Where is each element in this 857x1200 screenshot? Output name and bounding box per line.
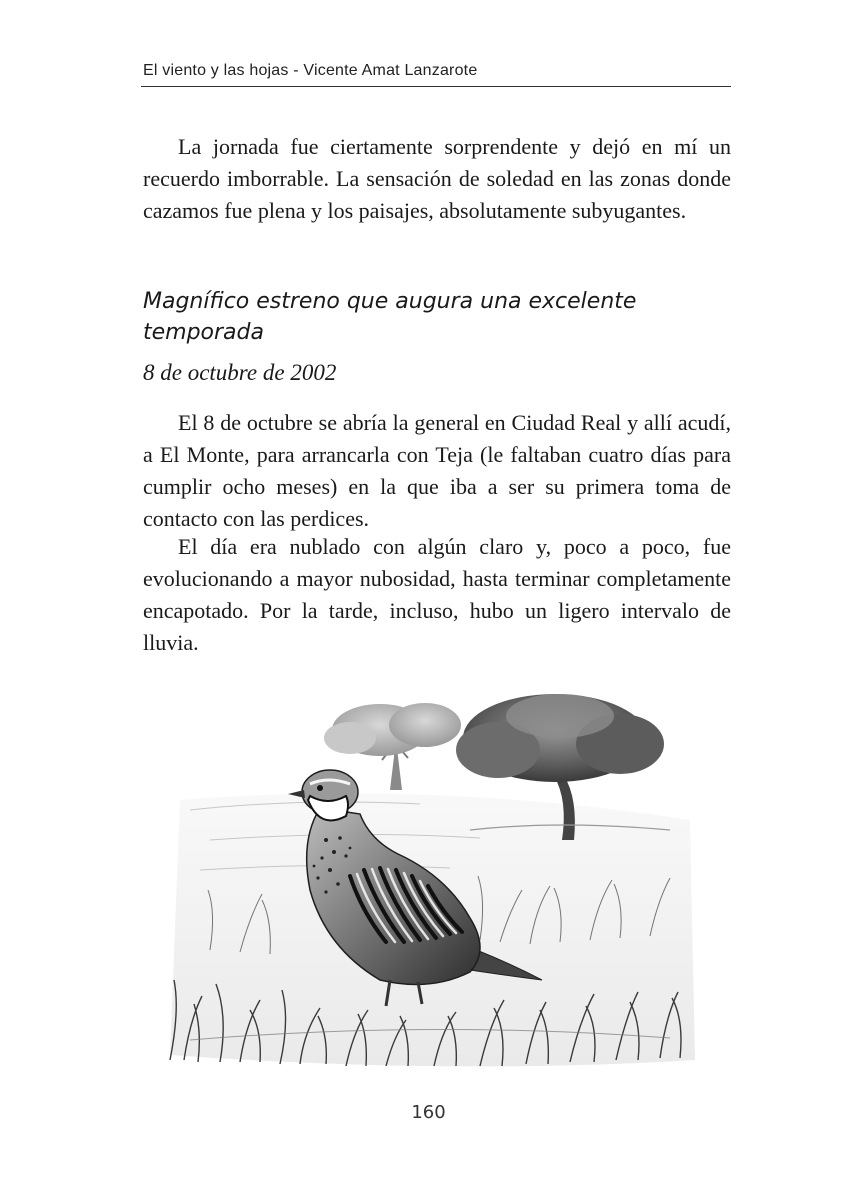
partridge-illustration xyxy=(150,680,710,1080)
section-title: Magnífico estreno que augura una excelente temporada xyxy=(143,289,637,345)
header-rule xyxy=(141,86,731,87)
paragraph-2: El 8 de octubre se abría la general en Ciudad Real y allí acudí, a El Monte, para arrancarla con Teja (le faltaban cuatro días para cumplir ocho meses) en la que iba a ser su primera toma de contacto con las perdices. xyxy=(143,410,731,531)
running-header: El viento y las hojas - Vicente Amat Lanzarote xyxy=(143,62,478,79)
page-number: 160 xyxy=(411,1102,446,1123)
section-date: 8 de octubre de 2002 xyxy=(143,360,337,385)
paragraph-3: El día era nublado con algún claro y, poco a poco, fue evolucionando a mayor nubosidad, hasta terminar completamente encapotado. Por la tarde, incluso, hubo un ligero intervalo de lluvia. xyxy=(143,534,731,655)
paragraph-1: La jornada fue ciertamente sorprendente y dejó en mí un recuerdo imborrable. La sensación de soledad en las zonas donde cazamos fue plena y los paisajes, absolutamente subyugantes. xyxy=(143,134,731,223)
